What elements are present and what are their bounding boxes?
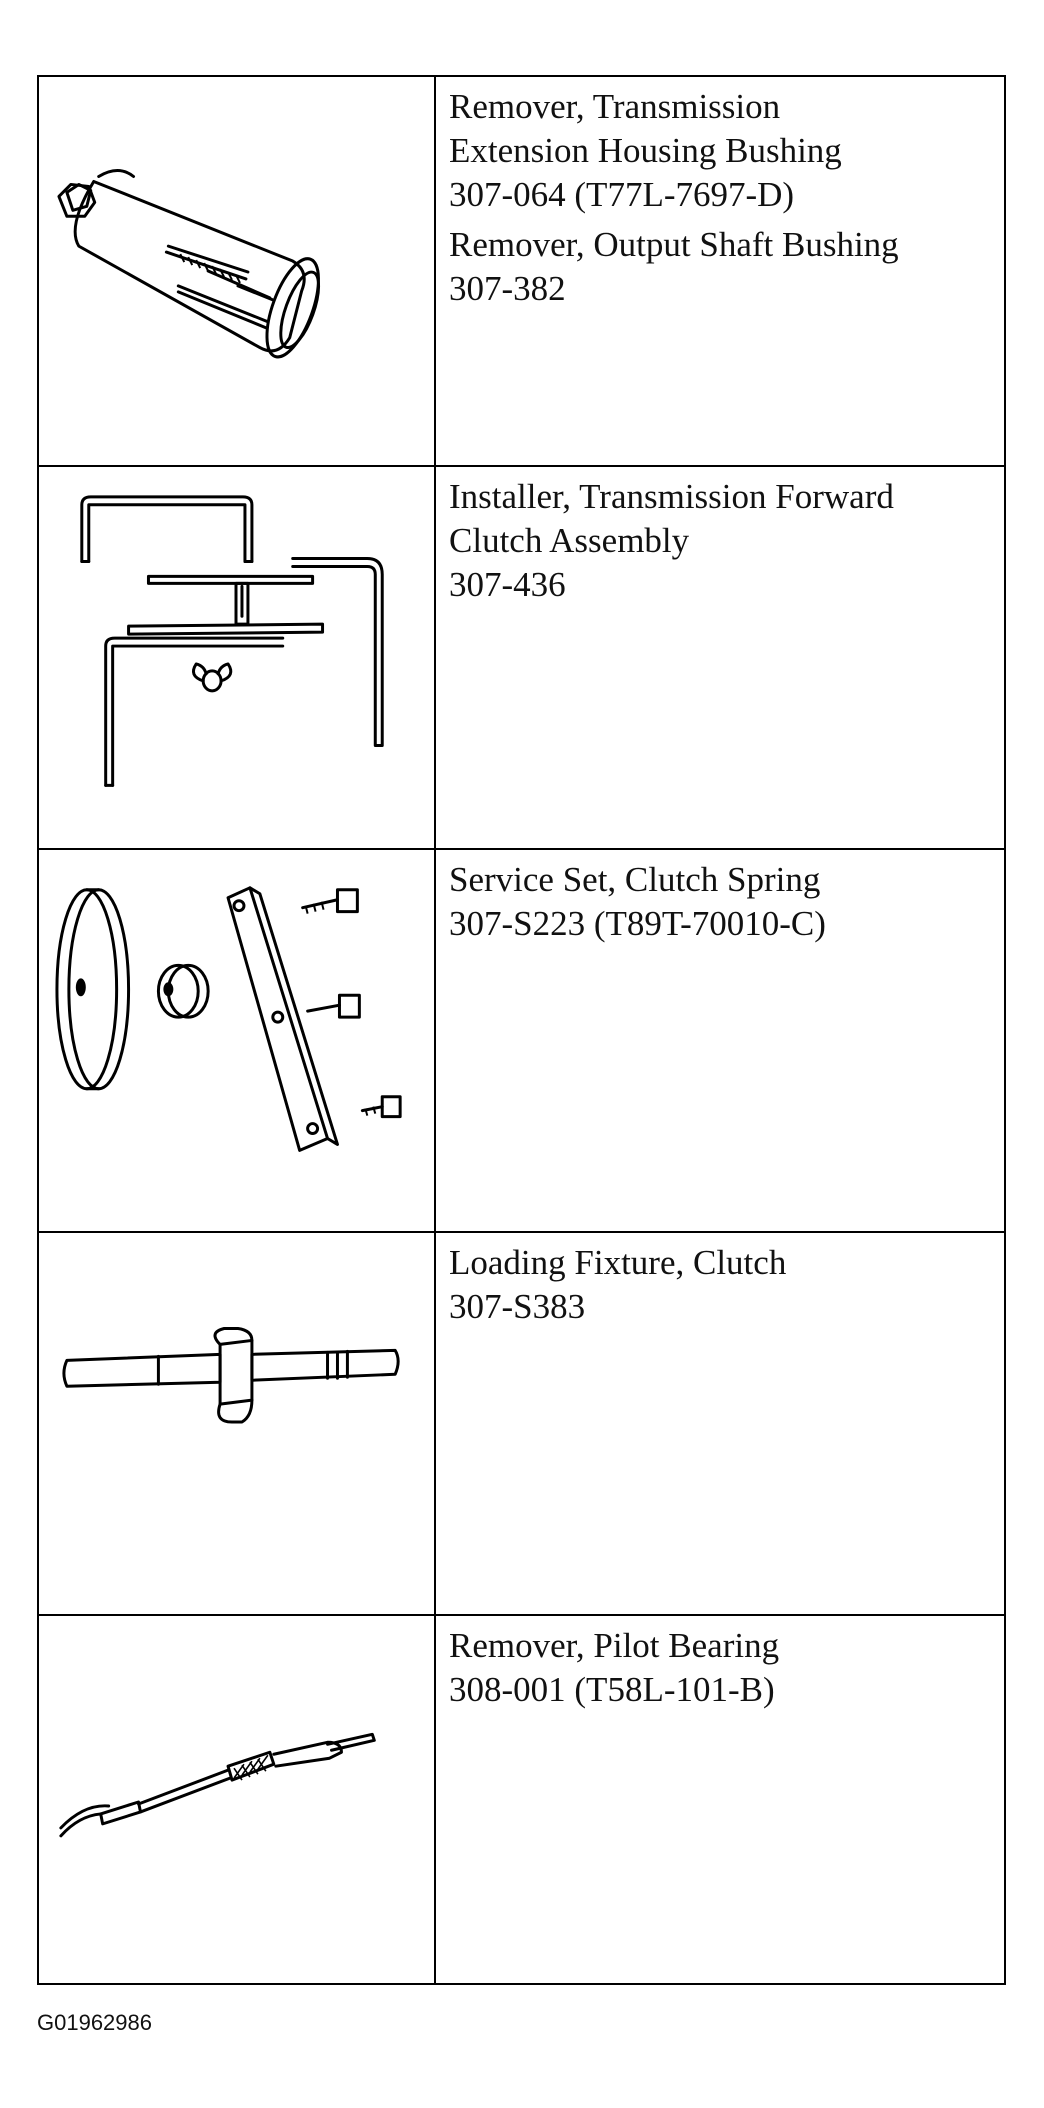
tool-name-line: Loading Fixture, Clutch [449,1243,787,1282]
tool-name-line: Installer, Transmission Forward [449,477,894,516]
tool-description [449,1241,996,1329]
tool-name-line: Service Set, Clutch Spring [449,860,821,899]
tool-number: 307-064 (T77L-7697-D) [449,175,795,214]
tool-name-line: Remover, Transmission [449,87,781,126]
pilot-bearing-remover-icon [39,1616,434,1985]
tool-illustration-cell [39,1233,436,1614]
figure-id: G01962986 [37,2010,152,2035]
tool-name-line: Extension Housing Bushing [449,131,842,170]
tool-number: 307-S383 [449,1287,586,1326]
tool-number: 308-001 (T58L-101-B) [449,1670,775,1709]
tool-number: 307-436 [449,565,566,604]
clutch-installer-icon [39,467,434,848]
tool-row [39,1616,1004,1985]
tool-name-line: Remover, Output Shaft Bushing [449,225,899,264]
tool-number: 307-382 [449,269,566,308]
tool-description [449,475,996,607]
tool-description [449,858,996,946]
tool-illustration-cell [39,850,436,1231]
tool-illustration-cell [39,77,436,465]
tool-row [39,467,1004,850]
tool-row [39,850,1004,1233]
tool-row [39,1233,1004,1616]
bushing-remover-icon [39,77,434,465]
clutch-spring-set-icon [39,850,434,1231]
tool-description [449,85,996,311]
tool-number: 307-S223 (T89T-70010-C) [449,904,826,943]
tool-illustration-cell [39,1616,436,1985]
tool-table [37,75,1006,1985]
tool-name-line: Remover, Pilot Bearing [449,1626,780,1665]
tool-row [39,77,1004,467]
loading-fixture-icon [39,1233,434,1614]
tool-description [449,1624,996,1712]
tool-name-line: Clutch Assembly [449,521,690,560]
tool-illustration-cell [39,467,436,848]
